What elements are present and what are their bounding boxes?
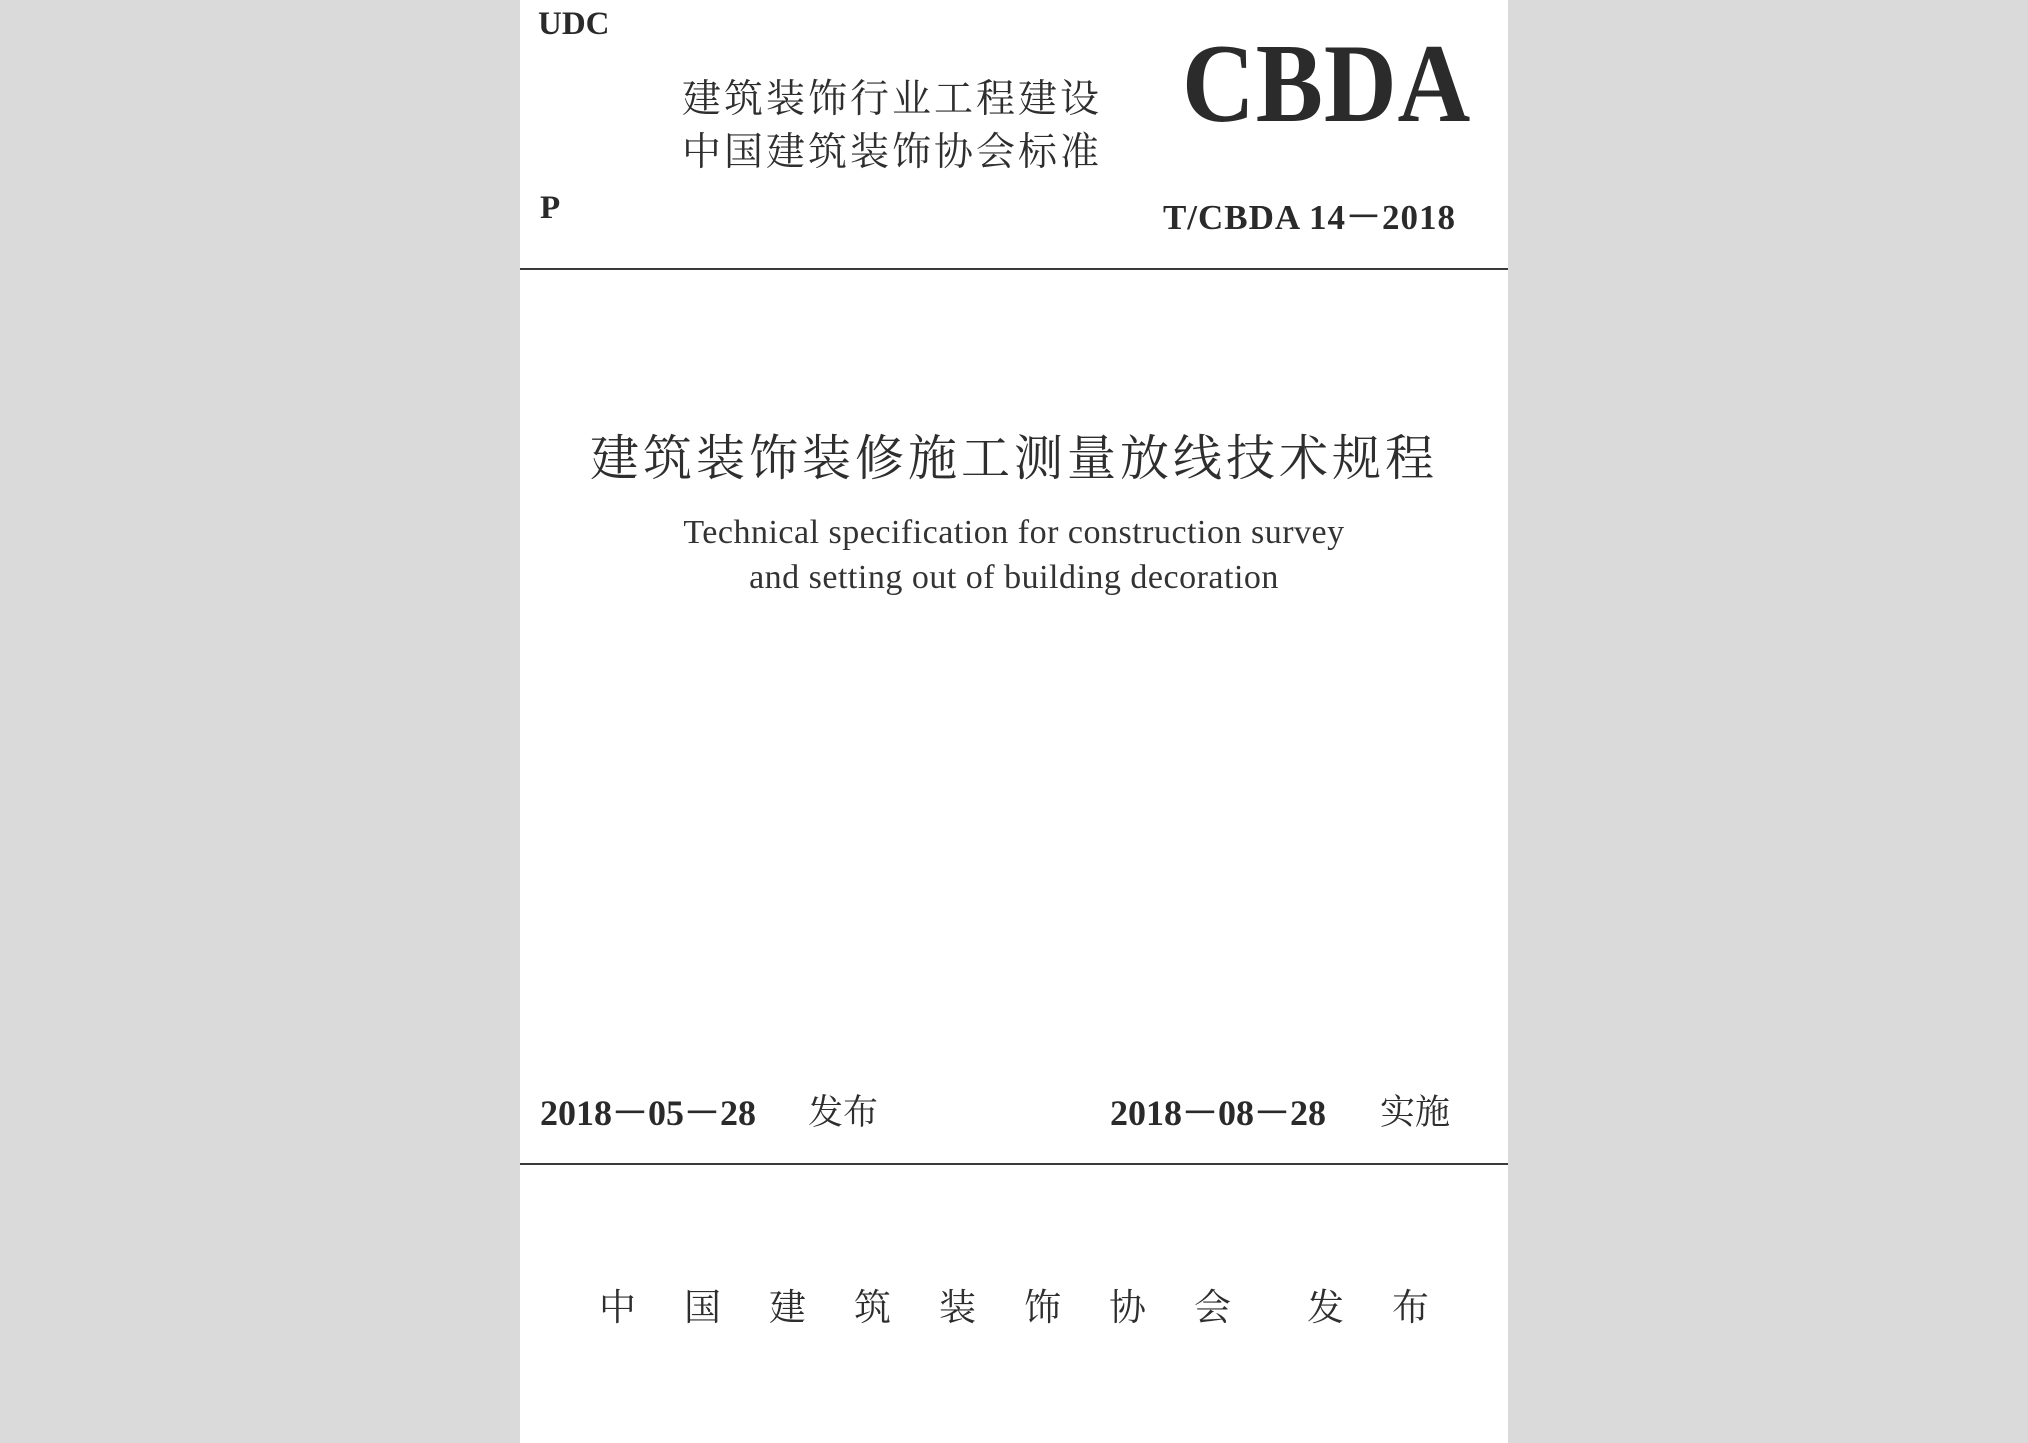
- udc-label: UDC: [538, 6, 610, 42]
- classification-code: P: [540, 190, 561, 226]
- publisher-line: [520, 1277, 1508, 1331]
- standard-category-line1: 建筑装饰行业工程建设: [682, 77, 1103, 122]
- title-chinese: 建筑装饰装修施工测量放线技术规程: [589, 430, 1438, 487]
- title-english-line1: Technical specification for construction survey: [683, 514, 1345, 551]
- publisher-action: 发布: [1307, 1286, 1477, 1329]
- header-divider: [520, 268, 1508, 270]
- publish-date: 2018－05－28: [540, 1093, 757, 1133]
- implement-date: 2018－08－28: [1110, 1093, 1327, 1133]
- standard-number: T/CBDA 14－2018: [1162, 198, 1456, 237]
- footer-divider: [520, 1163, 1508, 1165]
- publisher-name: 中国建筑装饰协会: [599, 1286, 1279, 1329]
- title-english-line2: and setting out of building decoration: [749, 559, 1279, 596]
- document-cover: [520, 0, 1508, 1443]
- publish-label: 发布: [808, 1093, 879, 1133]
- standard-category-line2: 中国建筑装饰协会标准: [682, 130, 1103, 175]
- implement-label: 实施: [1380, 1093, 1451, 1133]
- cbda-logo: CBDA: [1182, 22, 1472, 146]
